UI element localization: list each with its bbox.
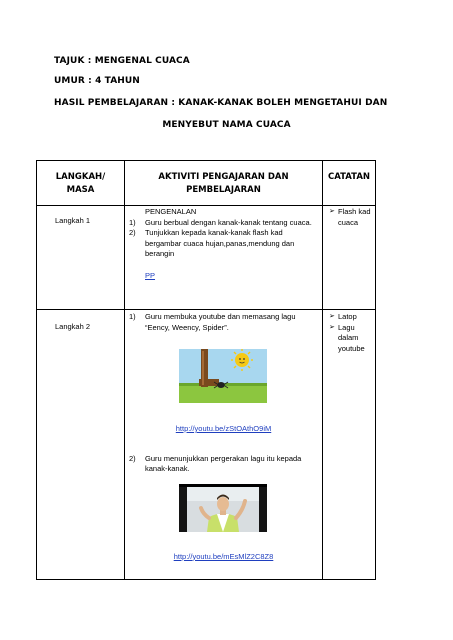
youtube-link-movement[interactable]: http://youtu.be/mEsMlZ2C8Z8 (173, 551, 274, 561)
notes-cell (323, 310, 376, 580)
list-item: 2) Guru menunjukkan pergerakan lagu itu kepada kanak-kanak. (129, 453, 302, 473)
spider-cartoon-image (179, 349, 267, 403)
learning-outcome-line2: MENYEBUT NAMA CUACA (162, 120, 291, 130)
age-line: UMUR : 4 TAHUN (54, 76, 140, 86)
list-item: 2) Tunjukkan kepada kanak-kanak flash kad bergambar cuaca hujan,panas,mendung dan berangin (129, 228, 295, 258)
intro-heading: PENGENALAN (145, 207, 197, 216)
teacher-video-image (179, 484, 267, 532)
lesson-plan-table (36, 160, 376, 580)
header-aktiviti: AKTIVITI PENGAJARAN DAN PEMBELAJARAN (125, 161, 323, 206)
movement-video-thumbnail[interactable] (179, 484, 267, 532)
activity-list (129, 218, 318, 260)
table-row (37, 310, 376, 580)
table-header-row (37, 161, 376, 206)
notes-list (323, 206, 375, 228)
list-item: 1) Guru berbual dengan kanak-kanak tentang cuaca. (129, 217, 312, 227)
step-cell (37, 310, 125, 580)
notes-list (323, 310, 375, 354)
header-catatan: CATATAN (323, 161, 376, 206)
list-item: ➢ Latop (323, 312, 375, 323)
spider-video-thumbnail[interactable] (179, 349, 267, 403)
list-item: ➢ Lagu dalam youtube (323, 323, 375, 355)
step-label: Langkah 1 (55, 216, 91, 225)
step-label: Langkah 2 (55, 322, 91, 331)
list-item: ➢ Flash kad cuaca (323, 207, 375, 228)
activity-list (129, 454, 318, 475)
table-row (37, 206, 376, 310)
activity-list (129, 312, 318, 333)
step-cell (37, 206, 125, 310)
pp-link[interactable]: PP (145, 270, 156, 280)
list-item: 1) Guru membuka youtube dan memasang lagu “Eency, Weency, Spider”. (129, 312, 296, 332)
lesson-title: TAJUK : MENGENAL CUACA (54, 56, 190, 66)
header-langkah: LANGKAH/ MASA (37, 161, 125, 206)
notes-cell (323, 206, 376, 310)
youtube-link-spider[interactable]: http://youtu.be/zStOAthO9iM (175, 424, 272, 433)
activity-cell (125, 206, 323, 310)
learning-outcome-line1: HASIL PEMBELAJARAN : KANAK-KANAK BOLEH MENGETAHUI DAN (54, 98, 388, 108)
activity-cell (125, 310, 323, 580)
